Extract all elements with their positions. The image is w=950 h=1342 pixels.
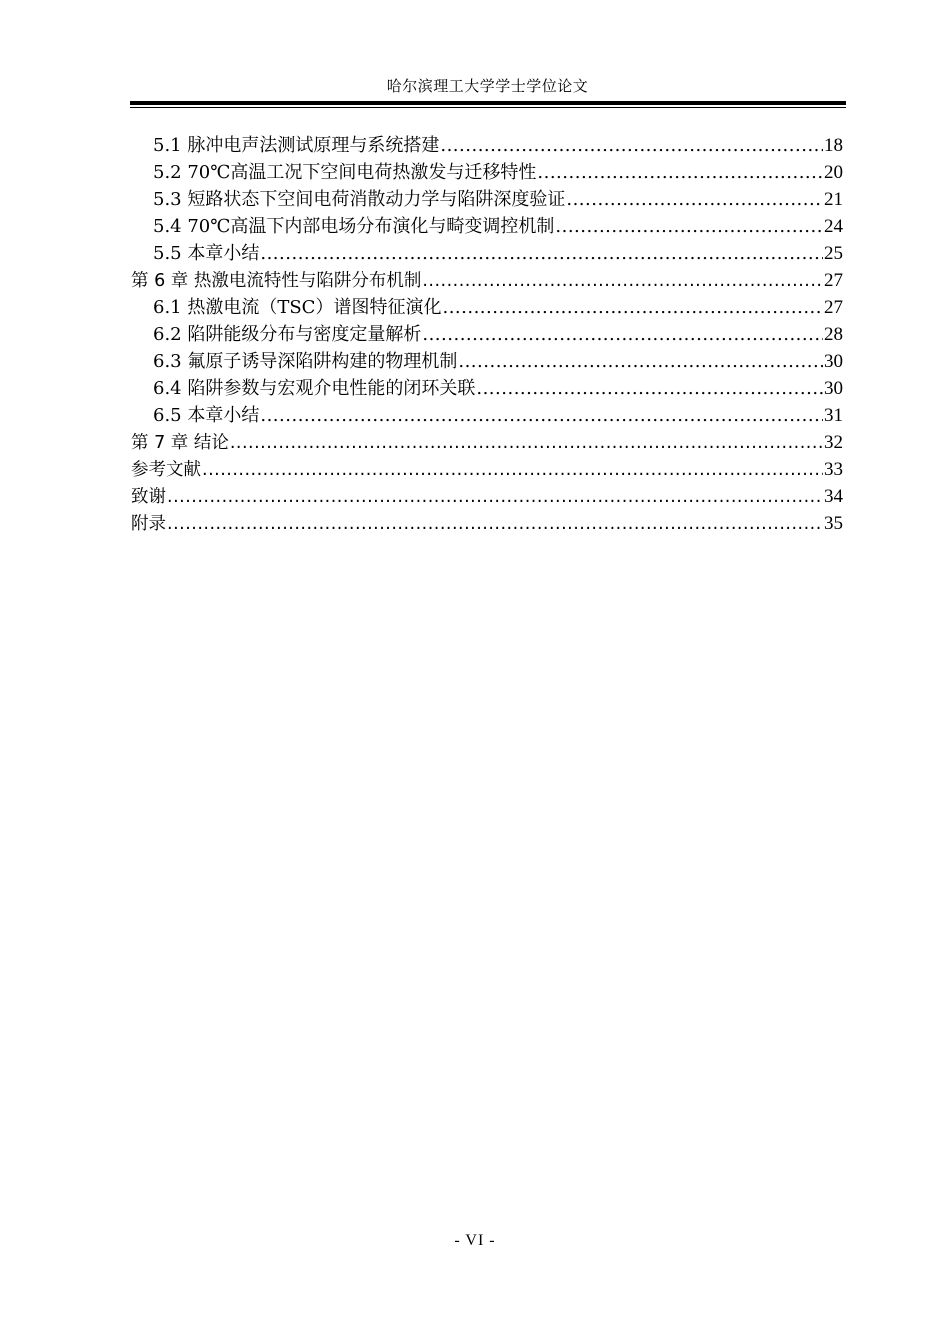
toc-entry-page: 33 <box>824 459 843 480</box>
toc-leader-dots <box>167 484 823 510</box>
toc-leader-dots <box>422 268 823 294</box>
toc-entry-title: 5.5 本章小结 <box>153 243 260 264</box>
toc-entry-page: 20 <box>824 162 843 183</box>
toc-entry-page: 18 <box>824 135 843 156</box>
toc-entry-6-5[interactable] <box>131 402 843 429</box>
toc-entry-title: 第 6 章 热激电流特性与陷阱分布机制 <box>131 271 422 291</box>
toc-leader-dots <box>458 348 823 375</box>
toc-entry-page: 35 <box>824 513 843 534</box>
toc-entry-title: 6.2 陷阱能级分布与密度定量解析 <box>153 324 422 345</box>
toc-entry-page: 28 <box>824 324 843 345</box>
toc-entry-title: 6.4 陷阱参数与宏观介电性能的闭环关联 <box>153 378 476 399</box>
toc-leader-dots <box>260 402 823 429</box>
toc-entry-page: 32 <box>824 432 843 453</box>
toc-entry-page: 27 <box>824 270 843 291</box>
toc-entry-title: 6.1 热激电流（TSC）谱图特征演化 <box>153 297 442 318</box>
running-header: 哈尔滨理工大学学士学位论文 <box>386 77 589 95</box>
toc-entry-page: 27 <box>824 297 843 318</box>
toc-leader-dots <box>442 294 823 321</box>
toc-leader-dots <box>230 430 823 456</box>
toc-leader-dots <box>476 375 823 402</box>
toc-leader-dots <box>537 159 823 186</box>
table-of-contents <box>131 132 843 537</box>
toc-entry-chapter-6[interactable] <box>131 267 843 294</box>
toc-leader-dots <box>566 186 823 213</box>
toc-leader-dots <box>167 511 823 537</box>
toc-leader-dots <box>422 321 823 348</box>
toc-entry-page: 31 <box>824 405 843 426</box>
toc-entry-title: 6.3 氟原子诱导深陷阱构建的物理机制 <box>153 351 458 372</box>
toc-leader-dots <box>555 213 823 240</box>
toc-entry-6-2[interactable] <box>131 321 843 348</box>
toc-entry-5-2[interactable] <box>131 159 843 186</box>
toc-entry-6-3[interactable] <box>131 348 843 375</box>
toc-entry-title: 第 7 章 结论 <box>131 433 229 453</box>
toc-entry-5-5[interactable] <box>131 240 843 267</box>
toc-entry-title: 5.3 短路状态下空间电荷消散动力学与陷阱深度验证 <box>153 189 566 210</box>
toc-entry-page: 21 <box>824 189 843 210</box>
toc-entry-5-1[interactable] <box>131 132 843 159</box>
toc-entry-acknowledgements[interactable] <box>131 483 843 510</box>
header-rule-thick <box>130 101 846 105</box>
toc-entry-references[interactable] <box>131 456 843 483</box>
toc-entry-title: 参考文献 <box>131 460 201 480</box>
toc-entry-chapter-7[interactable] <box>131 429 843 456</box>
toc-entry-6-1[interactable] <box>131 294 843 321</box>
toc-entry-title: 5.2 70℃高温工况下空间电荷热激发与迁移特性 <box>153 162 537 183</box>
toc-entry-page: 34 <box>824 486 843 507</box>
toc-entry-page: 30 <box>824 351 843 372</box>
toc-entry-page: 30 <box>824 378 843 399</box>
toc-entry-title: 6.5 本章小结 <box>153 405 260 426</box>
toc-entry-5-3[interactable] <box>131 186 843 213</box>
toc-entry-5-4[interactable] <box>131 213 843 240</box>
toc-leader-dots <box>260 240 823 267</box>
page-number-footer: - VI - <box>454 1232 496 1249</box>
toc-entry-title: 5.1 脉冲电声法测试原理与系统搭建 <box>153 135 440 156</box>
toc-leader-dots <box>440 132 823 159</box>
toc-entry-page: 25 <box>824 243 843 264</box>
header-rule-thin <box>130 107 846 108</box>
toc-leader-dots <box>202 457 823 483</box>
toc-entry-title: 5.4 70℃高温下内部电场分布演化与畸变调控机制 <box>153 216 555 237</box>
toc-entry-6-4[interactable] <box>131 375 843 402</box>
toc-entry-title: 附录 <box>131 514 166 534</box>
toc-entry-appendix[interactable] <box>131 510 843 537</box>
toc-entry-title: 致谢 <box>131 487 166 507</box>
toc-entry-page: 24 <box>824 216 843 237</box>
